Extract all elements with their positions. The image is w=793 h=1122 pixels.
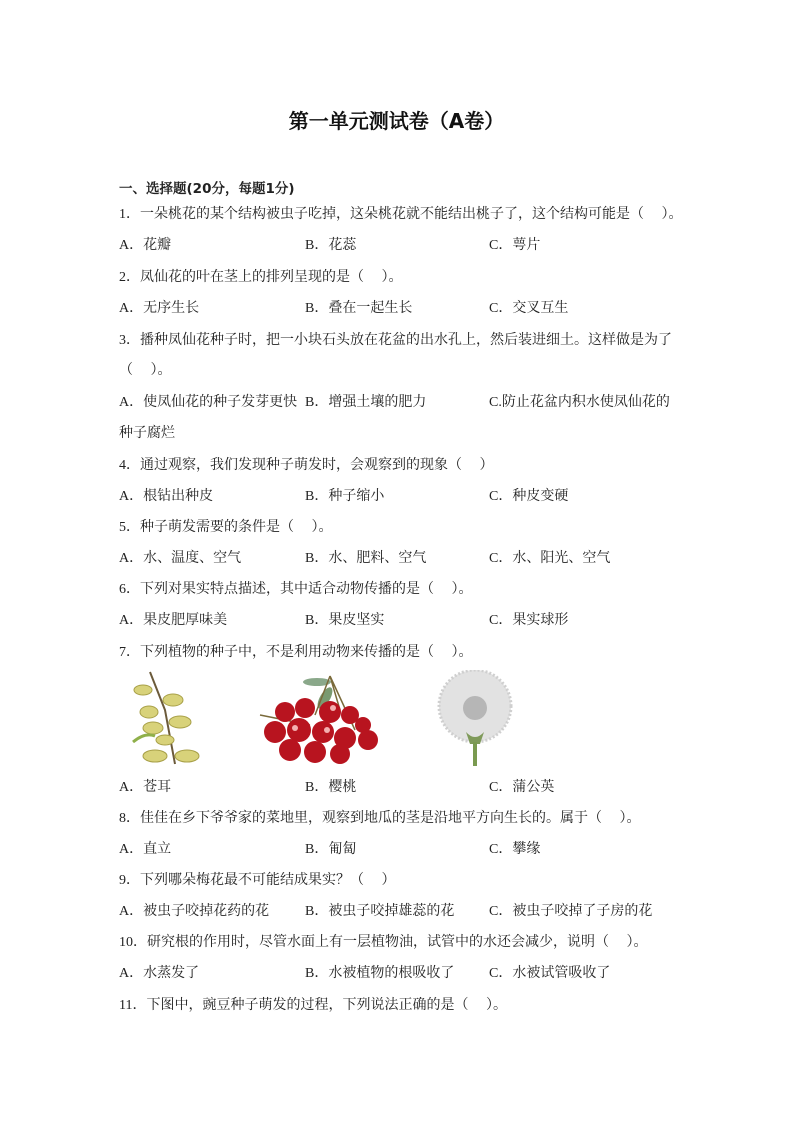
option-a: A．果皮肥厚味美 <box>119 613 228 628</box>
option-c: C．种皮变硬 <box>489 489 569 504</box>
option-c: C．水、阳光、空气 <box>489 551 611 566</box>
option-a: A．根钻出种皮 <box>119 489 214 504</box>
question-7: 7．下列植物的种子中，不是利用动物来传播的是（ ）。 <box>119 645 473 660</box>
option-c-continued: 种子腐烂 <box>119 426 175 441</box>
question-9: 9．下列哪朵梅花最不可能结成果实？（ ） <box>119 873 396 888</box>
option-b: B．花蕊 <box>305 238 357 253</box>
cherries-image <box>255 670 385 766</box>
dandelion-image <box>430 670 520 766</box>
option-c: C．被虫子咬掉了子房的花 <box>489 904 653 919</box>
option-c: C．萼片 <box>489 238 541 253</box>
option-b: B．果皮坚实 <box>305 613 385 628</box>
option-a: A．花瓣 <box>119 238 172 253</box>
option-a: A．直立 <box>119 842 172 857</box>
question-1: 1．一朵桃花的某个结构被虫子吃掉，这朵桃花就不能结出桃子了，这个结构可能是（ ）。 <box>119 207 683 222</box>
question-2: 2．凤仙花的叶在茎上的排列呈现的是（ ）。 <box>119 270 403 285</box>
question-10: 10．研究根的作用时，尽管水面上有一层植物油，试管中的水还会减少，说明（ ）。 <box>119 935 648 950</box>
option-a: A．水蒸发了 <box>119 966 200 981</box>
option-a: A．被虫子咬掉花药的花 <box>119 904 270 919</box>
option-b: B．水被植物的根吸收了 <box>305 966 455 981</box>
section-heading: 一、选择题(20分，每题1分) <box>119 181 295 197</box>
option-c: C．果实球形 <box>489 613 569 628</box>
question-11: 11．下图中，豌豆种子萌发的过程，下列说法正确的是（ ）。 <box>119 998 507 1013</box>
option-b: B．增强土壤的肥力 <box>305 395 427 410</box>
option-a: A．苍耳 <box>119 780 172 795</box>
page-title: 第一单元测试卷（A卷） <box>288 109 505 133</box>
question-4: 4．通过观察，我们发现种子萌发时，会观察到的现象（ ） <box>119 458 494 473</box>
option-b: B．被虫子咬掉雄蕊的花 <box>305 904 455 919</box>
option-a: A．水、温度、空气 <box>119 551 242 566</box>
cocklebur-image <box>125 670 205 766</box>
option-b: B．叠在一起生长 <box>305 301 413 316</box>
option-c: C．交叉互生 <box>489 301 569 316</box>
option-b: B．匍匐 <box>305 842 357 857</box>
question-8: 8．佳佳在乡下爷爷家的菜地里，观察到地瓜的茎是沿地平方向生长的。属于（ ）。 <box>119 811 641 826</box>
option-a: A．使凤仙花的种子发芽更快 <box>119 395 298 410</box>
option-c: C．水被试管吸收了 <box>489 966 611 981</box>
question-5: 5．种子萌发需要的条件是（ ）。 <box>119 520 333 535</box>
option-c: C.防止花盆内积水使凤仙花的 <box>489 395 670 410</box>
option-a: A．无序生长 <box>119 301 200 316</box>
option-c: C．蒲公英 <box>489 780 555 795</box>
question-3: 3．播种凤仙花种子时，把一小块石头放在花盆的出水孔上，然后装进细土。这样做是为了 <box>119 333 672 348</box>
question-6: 6．下列对果实特点描述，其中适合动物传播的是（ ）。 <box>119 582 473 597</box>
option-b: B．水、肥料、空气 <box>305 551 427 566</box>
option-c: C．攀缘 <box>489 842 541 857</box>
question-3-continued: （ ）。 <box>119 363 172 378</box>
option-b: B．种子缩小 <box>305 489 385 504</box>
option-b: B．樱桃 <box>305 780 357 795</box>
